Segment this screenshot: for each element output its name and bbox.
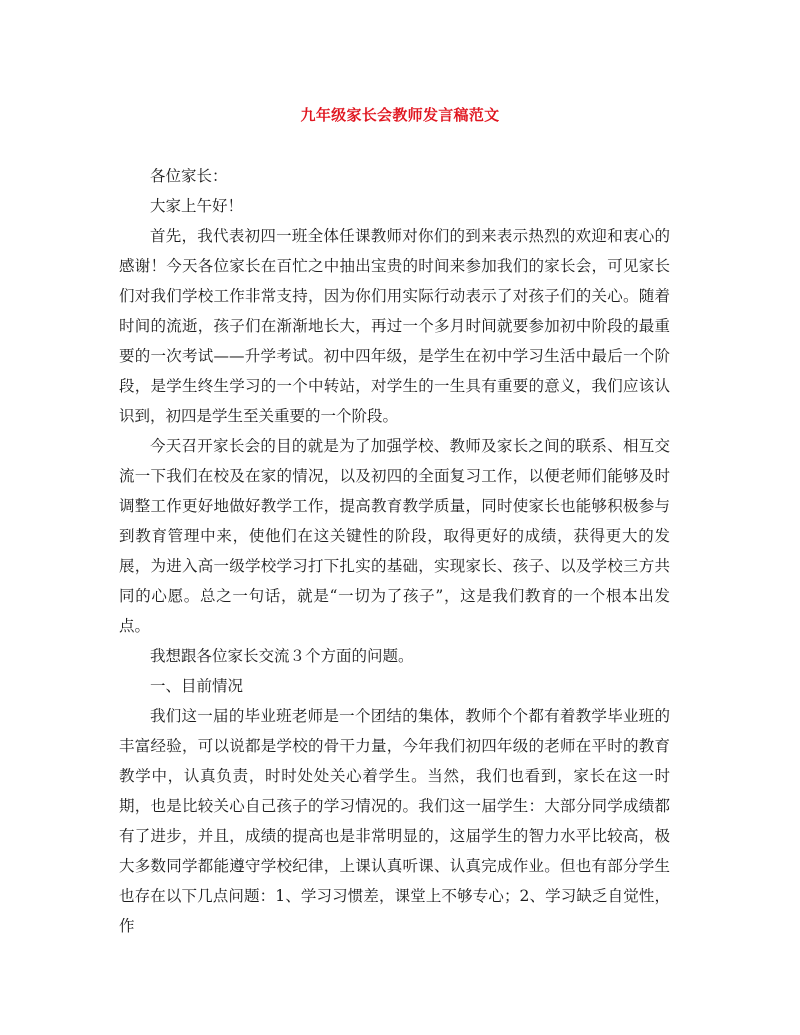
paragraph-purpose: 今天召开家长会的目的就是为了加强学校、教师及家长之间的联系、相互交流一下我们在校及在家的情况，以及初四的全面复习工作，以便老师们能够及时调整工作更好地做好教学工作，提高教育教学质量，同时使家长也能够积极参与到教育管理中来，使他们在这关键性的阶段，取得更好的成绩，获得更大的发展，为进入高一级学校学习打下扎实的基础，实现家长、孩子、以及学校三方共同的心愿。总之一句话，就是“一切为了孩子”，这是我们教育的一个根本出发点。 — [119, 437, 670, 635]
section-heading-current-situation: 一、目前情况 — [150, 677, 244, 695]
document-title: 九年级家长会教师发言稿范文 — [300, 106, 500, 124]
paragraph-current-situation: 我们这一届的毕业班老师是一个团结的集体，教师个个都有着教学毕业班的丰富经验，可以说都是学校的骨干力量，今年我们初四年级的老师在平时的教育教学中，认真负责，时时处处关心着学生。当然，我们也看到，家长在这一时期，也是比较关心自己孩子的学习情况的。我们这一届学生：大部分同学成绩都有了进步，并且，成绩的提高也是非常明显的，这届学生的智力水平比较高，极大多数同学都能遵守学校纪律，上课认真听课、认真完成作业。但也有部分学生也存在以下几点问题：1、学习习惯差，课堂上不够专心；2、学习缺乏自觉性，作 — [119, 707, 670, 935]
paragraph-topics: 我想跟各位家长交流３个方面的问题。 — [150, 647, 414, 665]
paragraph-intro: 首先，我代表初四一班全体任课教师对你们的到来表示热烈的欢迎和衷心的感谢！今天各位家长在百忙之中抽出宝贵的时间来参加我们的家长会，可见家长们对我们学校工作非常支持，因为你们用实际行动表示了对孩子们的关心。随着时间的流逝，孩子们在渐渐地长大，再过一个多月时间就要参加初中阶段的最重要的一次考试——升学考试。初中四年级，是学生在初中学习生活中最后一个阶段，是学生终生学习的一个中转站，对学生的一生具有重要的意义，我们应该认识到，初四是学生至关重要的一个阶段。 — [119, 227, 670, 425]
document-body — [119, 161, 670, 941]
salutation: 各位家长： — [150, 167, 228, 185]
greeting: 大家上午好！ — [150, 197, 244, 215]
